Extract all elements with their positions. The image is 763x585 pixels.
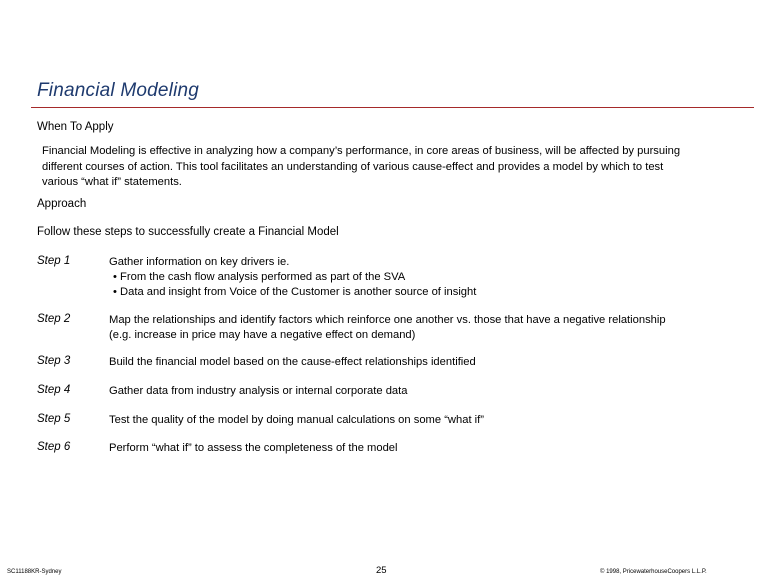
step-2-label: Step 2 bbox=[37, 313, 71, 325]
step-1-main: Gather information on key drivers ie. bbox=[109, 256, 290, 268]
step-3-label: Step 3 bbox=[37, 355, 71, 367]
title-divider bbox=[31, 107, 754, 108]
step-1-bullet: • From the cash flow analysis performed as part of the SVA bbox=[109, 270, 749, 285]
step-2-line-2: (e.g. increase in price may have a negative effect on demand) bbox=[109, 329, 416, 341]
when-to-apply-text: Financial Modeling is effective in analyzing how a company’s performance, in core areas of business, will be affected by pursuing different courses of action. This tool facilitates an understanding of various cause-effect and provides a model by which to test various “what if” statements. bbox=[42, 145, 681, 189]
step-1-label: Step 1 bbox=[37, 255, 71, 267]
page-number: 25 bbox=[376, 565, 387, 576]
step-3-text: Build the financial model based on the cause-effect relationships identified bbox=[109, 356, 476, 368]
step-1-bullet: • Data and insight from Voice of the Customer is another source of insight bbox=[109, 285, 749, 300]
step-5-text: Test the quality of the model by doing manual calculations on some “what if” bbox=[109, 414, 484, 426]
step-6-text: Perform “what if” to assess the completeness of the model bbox=[109, 442, 398, 454]
step-5-label: Step 5 bbox=[37, 413, 71, 425]
footer-copyright: © 1998, PricewaterhouseCoopers L.L.P. bbox=[600, 569, 707, 575]
page-title: Financial Modeling bbox=[37, 80, 200, 101]
when-to-apply-heading: When To Apply bbox=[37, 121, 114, 133]
step-4-text: Gather data from industry analysis or internal corporate data bbox=[109, 385, 408, 397]
approach-heading: Approach bbox=[37, 198, 87, 210]
step-6-label: Step 6 bbox=[37, 441, 71, 453]
step-2-text bbox=[109, 313, 749, 343]
approach-intro: Follow these steps to successfully create a Financial Model bbox=[37, 226, 339, 238]
step-2-line-1: Map the relationships and identify factors which reinforce one another vs. those that have a negative relationship bbox=[109, 314, 666, 326]
step-1-text bbox=[109, 255, 749, 300]
step-4-label: Step 4 bbox=[37, 384, 71, 396]
footer-document-id: SC11188KR-Sydney bbox=[7, 569, 62, 575]
